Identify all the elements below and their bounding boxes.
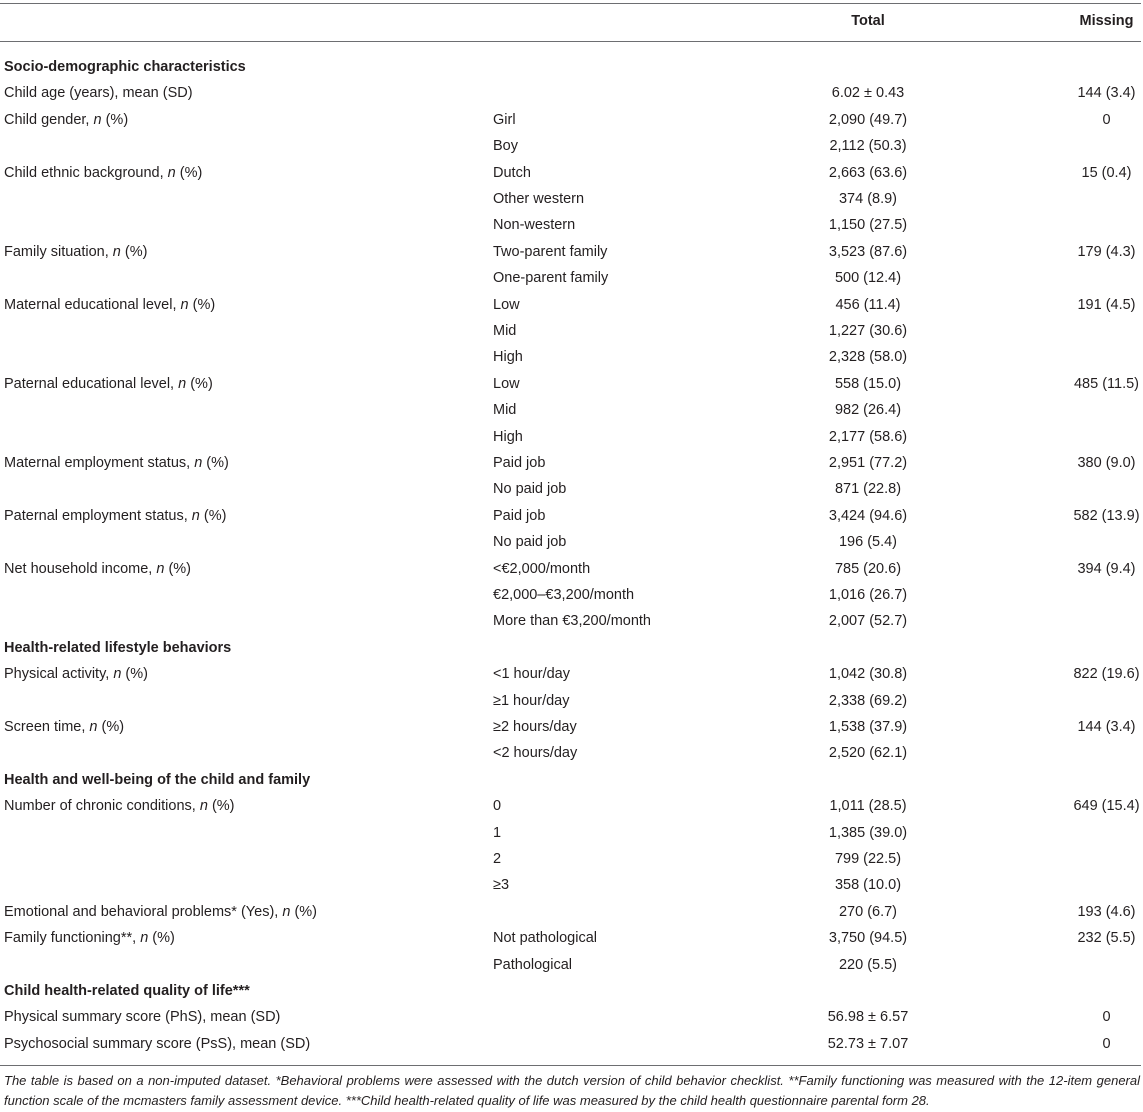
row-category: Low <box>493 296 520 313</box>
row-missing: 193 (4.6) <box>1077 903 1136 920</box>
table-footnote: The table is based on a non-imputed dataset. *Behavioral problems were assessed with the dutch version of child behavior checklist. **Family functioning was measured with the 12-item general function scale of the mcmasters family assessment device. ***Child health-related quality of life was measured by the child health questionnaire parental form 28. <box>4 1073 1140 1108</box>
row-category: €2,000–€3,200/month <box>493 587 635 603</box>
table-row <box>0 344 1143 370</box>
table-row <box>0 212 1143 238</box>
row-category: Low <box>493 375 520 392</box>
section-heading-row <box>0 54 1143 80</box>
row-category: More than €3,200/month <box>493 613 651 630</box>
row-missing: 649 (15.4) <box>1073 798 1140 815</box>
table-row <box>0 1031 1143 1057</box>
row-missing: 485 (11.5) <box>1073 375 1140 392</box>
row-missing: 15 (0.4) <box>1081 164 1132 181</box>
table-row <box>0 292 1143 318</box>
table-row <box>0 872 1143 898</box>
row-total: 982 (26.4) <box>834 402 902 419</box>
row-total: 1,016 (26.7) <box>828 587 908 603</box>
row-total: 270 (6.7) <box>838 903 898 920</box>
row-label: Child age (years), mean (SD) <box>4 85 193 102</box>
row-total: 3,424 (94.6) <box>828 507 908 524</box>
row-total: 2,007 (52.7) <box>828 613 908 630</box>
section-heading-row <box>0 635 1143 661</box>
row-label: Physical summary score (PhS), mean (SD) <box>4 1009 281 1026</box>
header-bottom-rule <box>0 41 1141 42</box>
table-row <box>0 450 1143 476</box>
row-total: 2,090 (49.7) <box>828 111 908 128</box>
row-missing: 144 (3.4) <box>1077 85 1136 102</box>
row-total: 785 (20.6) <box>834 560 902 577</box>
table-row <box>0 661 1143 687</box>
section-heading: Socio-demographic characteristics <box>4 59 246 75</box>
row-category: Mid <box>493 402 517 419</box>
row-category: ≥1 hour/day <box>493 692 570 709</box>
row-category: 2 <box>493 851 502 867</box>
table-row <box>0 582 1143 608</box>
table-row <box>0 133 1143 159</box>
table-row <box>0 925 1143 951</box>
table-row <box>0 740 1143 766</box>
table-header-row <box>0 8 1143 34</box>
row-label: Paternal educational level, n (%) <box>4 375 213 392</box>
table-row <box>0 265 1143 291</box>
row-category: Paid job <box>493 455 546 471</box>
row-label: Maternal educational level, n (%) <box>4 296 216 313</box>
table-row <box>0 160 1143 186</box>
row-total: 6.02 ± 0.43 <box>831 85 905 102</box>
row-missing: 0 <box>1102 1035 1111 1052</box>
table-row <box>0 1004 1143 1030</box>
row-label: Number of chronic conditions, n (%) <box>4 798 235 815</box>
row-category: Other western <box>493 191 585 207</box>
row-category: Non-western <box>493 217 576 234</box>
table-bottom-rule <box>0 1065 1141 1066</box>
table-row <box>0 608 1143 634</box>
row-category: Not pathological <box>493 930 597 947</box>
row-total: 1,150 (27.5) <box>828 217 908 234</box>
row-category: Dutch <box>493 164 531 181</box>
row-total: 871 (22.8) <box>834 481 902 498</box>
row-label: Net household income, n (%) <box>4 560 192 577</box>
table-row <box>0 846 1143 872</box>
section-heading: Child health-related quality of life*** <box>4 983 250 999</box>
table-row <box>0 529 1143 555</box>
table-row <box>0 793 1143 819</box>
table-row <box>0 239 1143 265</box>
row-total: 500 (12.4) <box>834 270 902 287</box>
row-missing: 179 (4.3) <box>1077 243 1136 260</box>
row-missing: 232 (5.5) <box>1077 930 1136 947</box>
table-row <box>0 318 1143 344</box>
row-total: 374 (8.9) <box>838 191 898 207</box>
row-total: 52.73 ± 7.07 <box>827 1035 909 1052</box>
row-category: High <box>493 349 523 366</box>
row-label: Psychosocial summary score (PsS), mean (SD) <box>4 1035 311 1052</box>
row-category: High <box>493 428 523 445</box>
row-total: 1,385 (39.0) <box>828 824 908 841</box>
section-heading-row <box>0 978 1143 1004</box>
row-total: 2,951 (77.2) <box>828 455 908 471</box>
row-label: Maternal employment status, n (%) <box>4 455 229 471</box>
header-total: Total <box>851 13 885 29</box>
table-row <box>0 476 1143 502</box>
row-total: 1,042 (30.8) <box>828 666 908 683</box>
section-heading: Health and well-being of the child and family <box>4 771 311 788</box>
row-missing: 380 (9.0) <box>1077 455 1136 471</box>
row-category: Boy <box>493 138 518 155</box>
row-total: 2,328 (58.0) <box>828 349 908 366</box>
row-total: 2,338 (69.2) <box>828 692 908 709</box>
row-missing: 0 <box>1102 111 1111 128</box>
row-missing: 0 <box>1102 1009 1111 1026</box>
row-total: 3,750 (94.5) <box>828 930 908 947</box>
row-category: Pathological <box>493 956 572 973</box>
row-total: 799 (22.5) <box>834 851 902 867</box>
table-row <box>0 899 1143 925</box>
header-missing: Missing <box>1079 13 1134 29</box>
row-label: Physical activity, n (%) <box>4 666 148 683</box>
row-category: Mid <box>493 323 517 339</box>
table-top-rule <box>0 3 1141 4</box>
table-row <box>0 186 1143 212</box>
row-label: Screen time, n (%) <box>4 719 125 735</box>
section-heading-row <box>0 767 1143 793</box>
table-row <box>0 424 1143 450</box>
table-row <box>0 397 1143 423</box>
row-total: 358 (10.0) <box>834 877 902 894</box>
row-total: 558 (15.0) <box>834 375 902 392</box>
row-missing: 582 (13.9) <box>1073 507 1140 524</box>
row-total: 220 (5.5) <box>838 956 898 973</box>
row-category: One-parent family <box>493 270 609 287</box>
row-category: 1 <box>493 824 502 841</box>
row-label: Family functioning**, n (%) <box>4 930 175 947</box>
row-label: Family situation, n (%) <box>4 243 148 260</box>
row-total: 1,538 (37.9) <box>828 719 908 735</box>
row-category: No paid job <box>493 534 567 551</box>
row-total: 1,011 (28.5) <box>829 798 907 815</box>
row-label: Child gender, n (%) <box>4 111 129 128</box>
row-missing: 191 (4.5) <box>1077 296 1136 313</box>
row-category: 0 <box>493 798 502 815</box>
table-row <box>0 80 1143 106</box>
row-missing: 822 (19.6) <box>1073 666 1140 683</box>
row-label: Child ethnic background, n (%) <box>4 164 203 181</box>
row-category: Paid job <box>493 507 546 524</box>
row-total: 56.98 ± 6.57 <box>827 1009 909 1026</box>
row-missing: 144 (3.4) <box>1077 719 1136 735</box>
row-total: 2,663 (63.6) <box>828 164 908 181</box>
row-missing: 394 (9.4) <box>1077 560 1136 577</box>
table-row <box>0 556 1143 582</box>
row-total: 2,520 (62.1) <box>828 745 908 762</box>
row-category: <2 hours/day <box>493 745 578 762</box>
row-total: 196 (5.4) <box>838 534 898 551</box>
table-row <box>0 714 1143 740</box>
row-category: No paid job <box>493 481 567 498</box>
table-row <box>0 952 1143 978</box>
row-total: 2,177 (58.6) <box>828 428 908 445</box>
row-category: <€2,000/month <box>493 560 591 577</box>
row-category: Girl <box>493 111 516 128</box>
row-label: Emotional and behavioral problems* (Yes), n (%) <box>4 903 318 920</box>
table-row <box>0 371 1143 397</box>
row-total: 3,523 (87.6) <box>828 243 908 260</box>
table-row <box>0 820 1143 846</box>
row-total: 1,227 (30.6) <box>828 323 908 339</box>
table-row <box>0 107 1143 133</box>
row-label: Paternal employment status, n (%) <box>4 507 227 524</box>
section-heading: Health-related lifestyle behaviors <box>4 639 232 656</box>
row-total: 2,112 (50.3) <box>829 138 907 155</box>
table-row <box>0 503 1143 529</box>
table-row <box>0 688 1143 714</box>
row-category: <1 hour/day <box>493 666 570 683</box>
row-category: ≥2 hours/day <box>493 719 577 735</box>
row-category: ≥3 <box>493 877 510 894</box>
row-total: 456 (11.4) <box>835 296 901 313</box>
row-category: Two-parent family <box>493 243 608 260</box>
